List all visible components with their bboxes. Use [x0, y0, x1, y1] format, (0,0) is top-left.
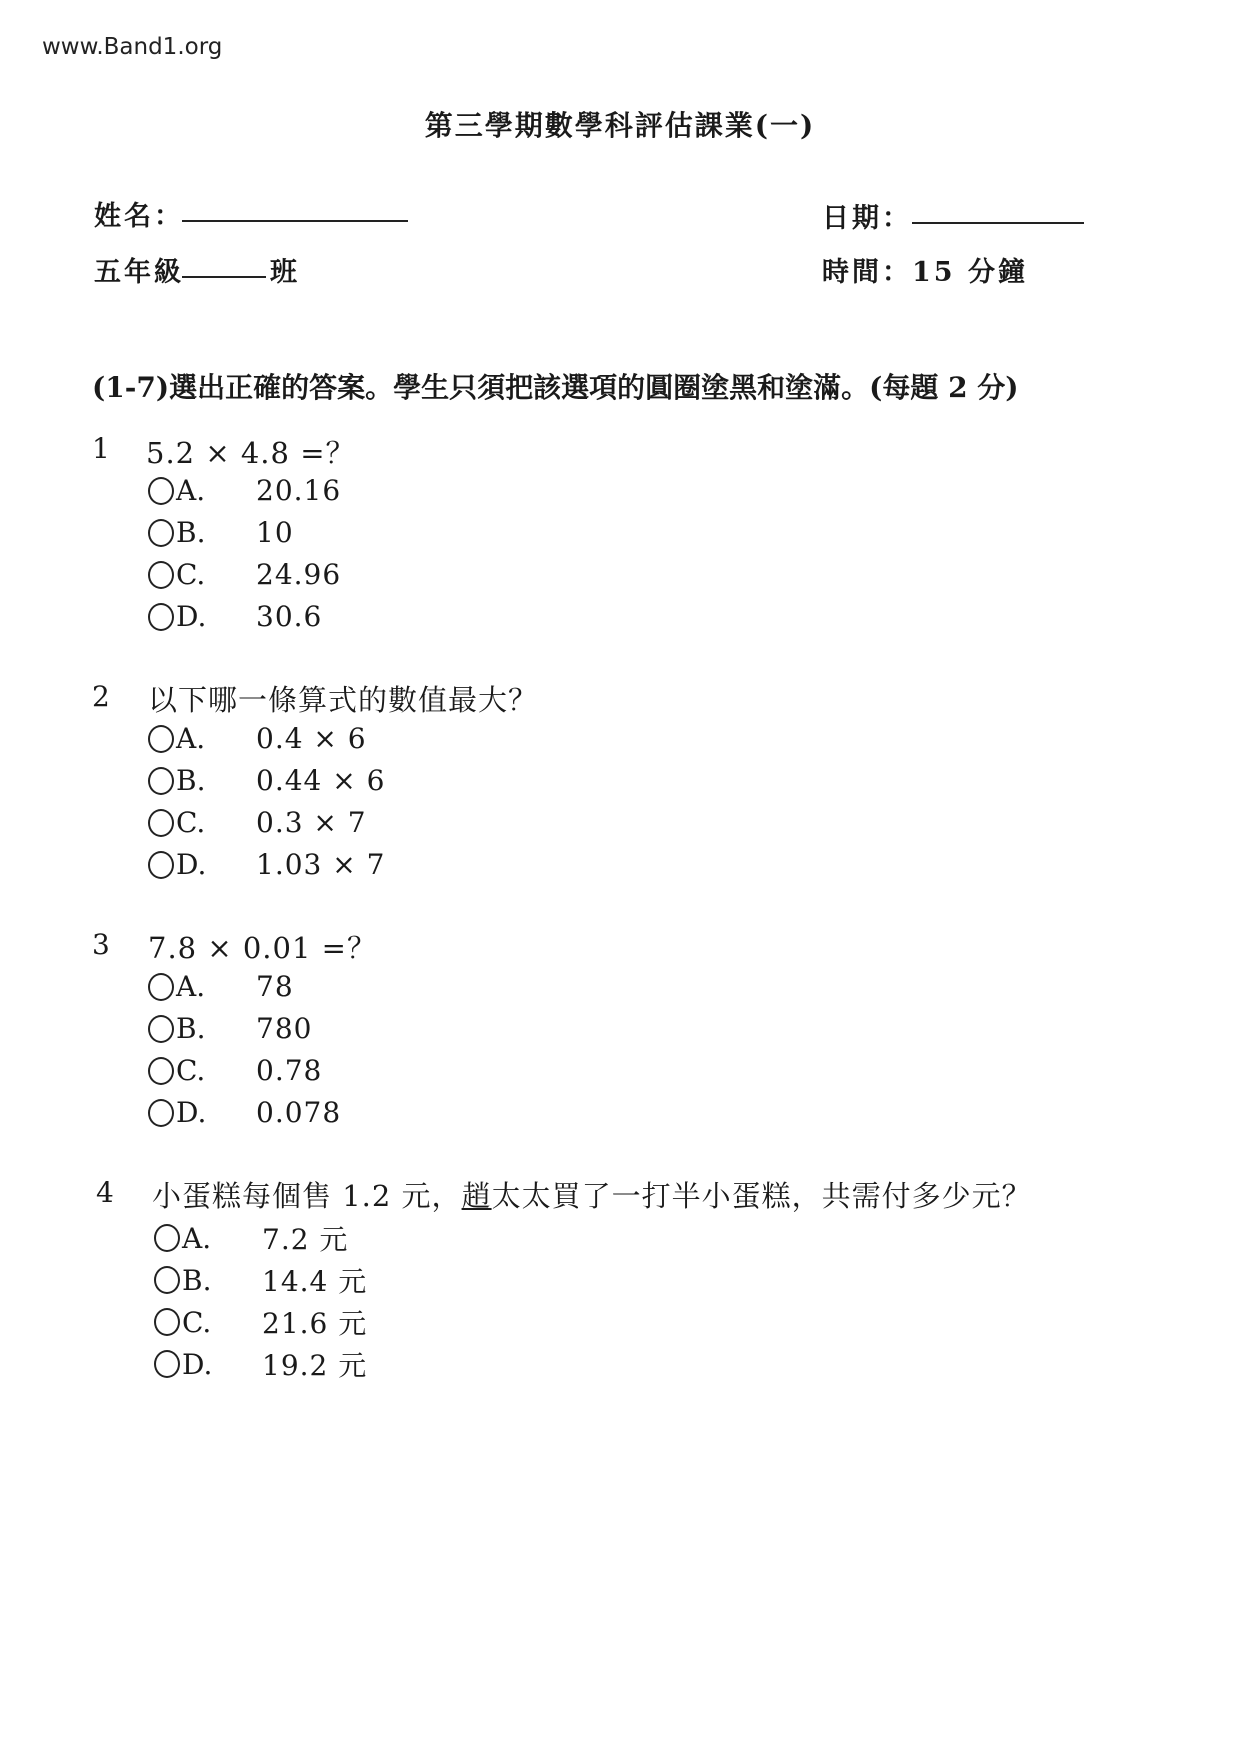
instructions: (1-7)選出正確的答案。學生只須把該選項的圓圈塗黑和塗滿。(每題 2 分)	[92, 371, 1019, 404]
date-label: 日期：	[822, 203, 912, 234]
q2-option-a[interactable]: A. 0.4 × 6	[148, 722, 367, 755]
radio-circle-icon[interactable]	[148, 725, 174, 753]
radio-circle-icon[interactable]	[148, 603, 174, 631]
radio-circle-icon[interactable]	[148, 1099, 174, 1127]
radio-circle-icon[interactable]	[148, 519, 174, 547]
radio-circle-icon[interactable]	[154, 1224, 180, 1252]
question-3-number: 3	[92, 928, 110, 961]
underlined-surname: 趙	[461, 1179, 492, 1213]
question-1-number: 1	[92, 432, 110, 465]
q3-option-d[interactable]: D. 0.078	[148, 1096, 341, 1129]
q4-option-a[interactable]: A. 7.2 元	[154, 1218, 348, 1258]
radio-circle-icon[interactable]	[148, 477, 174, 505]
question-2-text: 以下哪一條算式的數值最大？	[148, 683, 539, 717]
grade-label: 五年級	[94, 257, 184, 288]
site-url: www.Band1.org	[42, 34, 223, 60]
q3-option-c[interactable]: C. 0.78	[148, 1054, 322, 1087]
q2-option-b[interactable]: B. 0.44 × 6	[148, 764, 385, 797]
question-3-text: 7.8 × 0.01 =？	[148, 931, 377, 965]
q3-option-b[interactable]: B. 780	[148, 1012, 312, 1045]
name-field[interactable]	[182, 220, 408, 222]
q4-option-c[interactable]: C. 21.6 元	[154, 1302, 367, 1342]
question-4-number: 4	[96, 1176, 114, 1209]
class-field[interactable]	[182, 276, 266, 278]
radio-circle-icon[interactable]	[148, 1057, 174, 1085]
name-label: 姓名：	[94, 201, 184, 232]
q1-option-b[interactable]: B. 10	[148, 516, 294, 549]
question-4-text: 小蛋糕每個售 1.2 元，趙太太買了一打半小蛋糕，共需付多少元？	[152, 1179, 1032, 1213]
radio-circle-icon[interactable]	[154, 1350, 180, 1378]
radio-circle-icon[interactable]	[154, 1266, 180, 1294]
radio-circle-icon[interactable]	[148, 1015, 174, 1043]
q2-option-c[interactable]: C. 0.3 × 7	[148, 806, 367, 839]
q4-option-d[interactable]: D. 19.2 元	[154, 1344, 367, 1384]
q2-option-d[interactable]: D. 1.03 × 7	[148, 848, 385, 881]
q4-option-b[interactable]: B. 14.4 元	[154, 1260, 367, 1300]
question-2-number: 2	[92, 680, 110, 713]
question-1-text: 5.2 × 4.8 =？	[146, 436, 356, 470]
radio-circle-icon[interactable]	[148, 767, 174, 795]
q3-option-a[interactable]: A. 78	[148, 970, 294, 1003]
date-field[interactable]	[912, 222, 1084, 224]
class-label: 班	[270, 257, 300, 288]
radio-circle-icon[interactable]	[148, 973, 174, 1001]
radio-circle-icon[interactable]	[154, 1308, 180, 1336]
radio-circle-icon[interactable]	[148, 561, 174, 589]
radio-circle-icon[interactable]	[148, 851, 174, 879]
radio-circle-icon[interactable]	[148, 809, 174, 837]
q1-option-a[interactable]: A. 20.16	[148, 474, 341, 507]
time-label: 時間：15 分鐘	[822, 257, 1028, 288]
q1-option-d[interactable]: D. 30.6	[148, 600, 322, 633]
page-title: 第三學期數學科評估課業(一)	[424, 109, 816, 142]
q1-option-c[interactable]: C. 24.96	[148, 558, 341, 591]
